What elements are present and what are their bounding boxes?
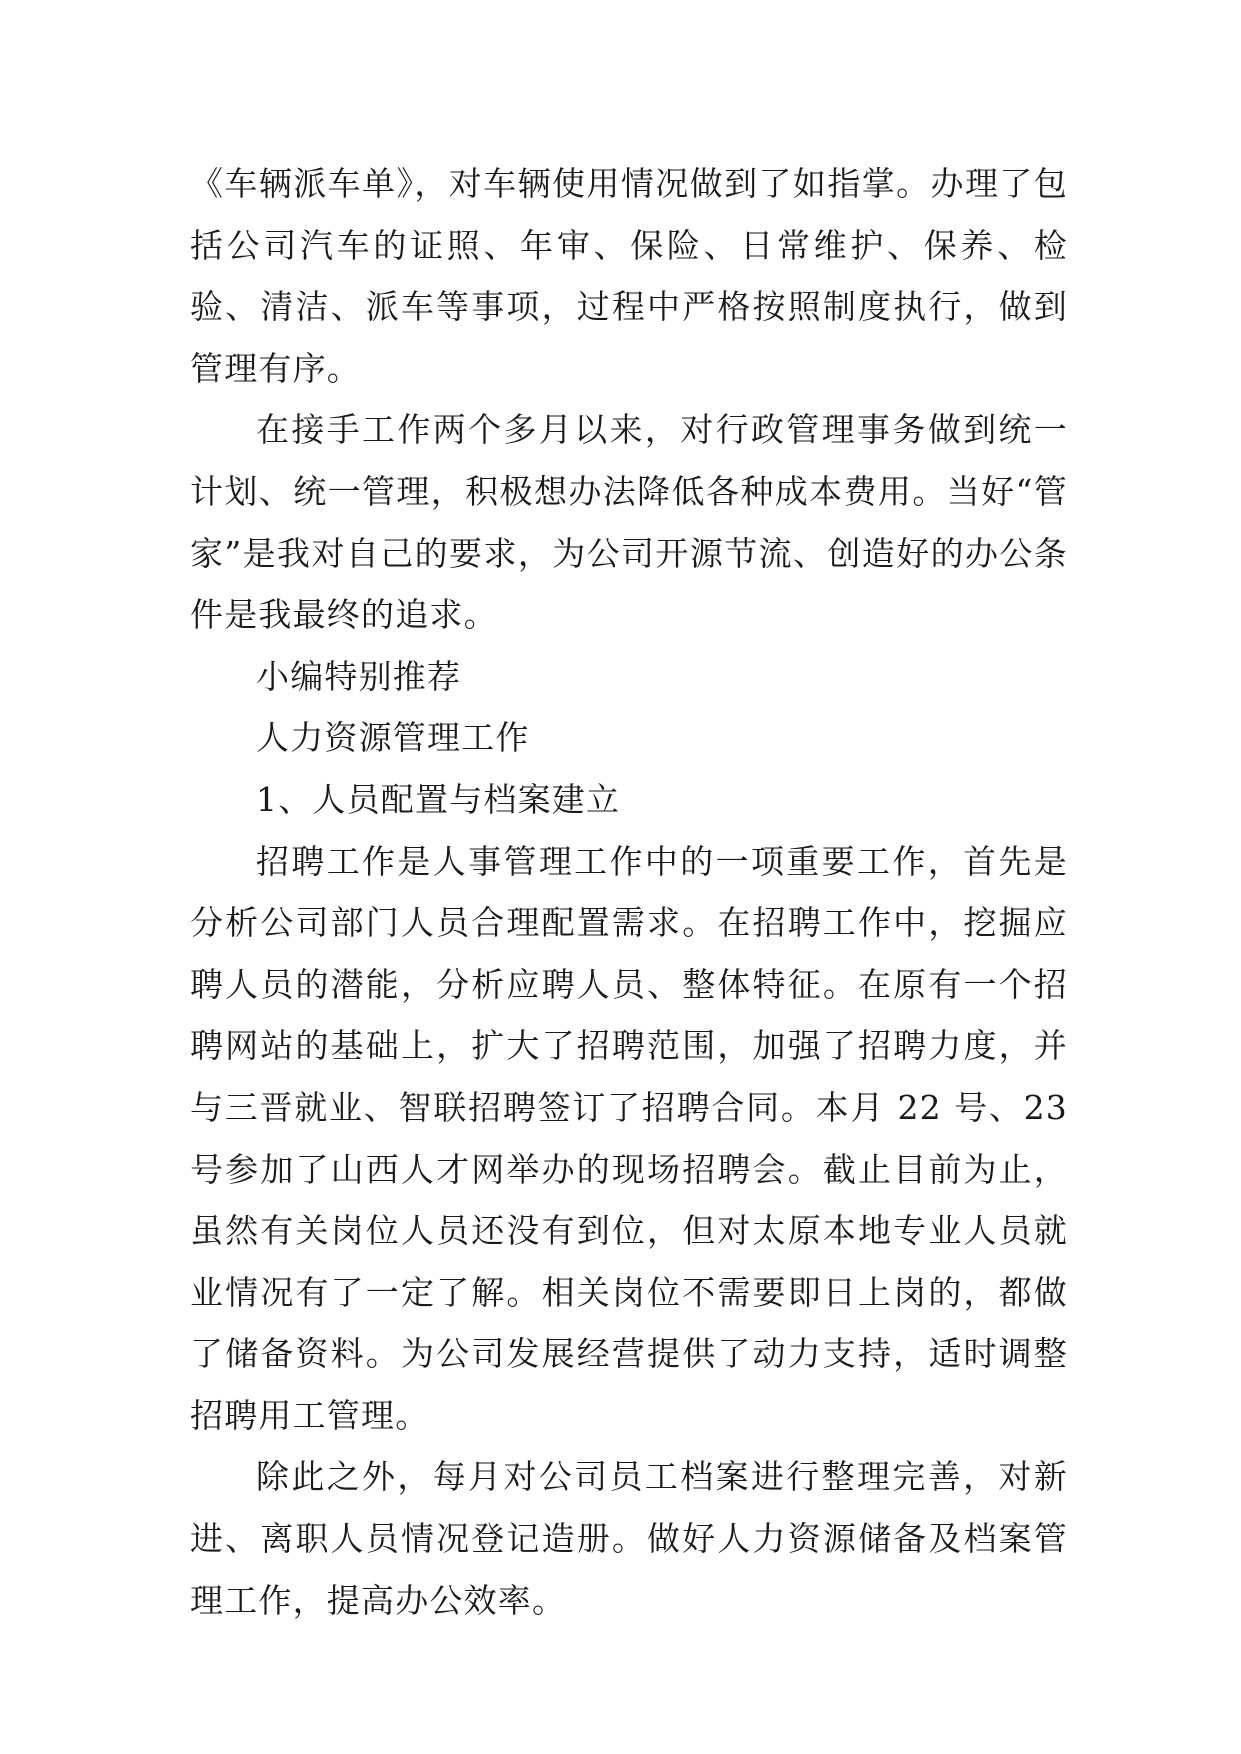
paragraph-recruitment: 招聘工作是人事管理工作中的一项重要工作，首先是分析公司部门人员合理配置需求。在招聘工作中，挖掘应聘人员的潜能，分析应聘人员、整体特征。在原有一个招聘网站的基础上，扩大了招聘范围，加强了招聘力度，并与三晋就业、智联招聘签订了招聘合同。本月 22 号、23 号参加了山西人才网举办的现场招聘会。截止目前为止，虽然有关岗位人员还没有到位，但对太原本地专业人员就业情况有了一定了解。相关岗位不需要即日上岗的，都做了储备资料。为公司发展经营提供了动力支持，适时调整招聘用工管理。 [190,841,1068,1435]
document-body [190,153,1068,1631]
paragraph-admin-summary: 在接手工作两个多月以来，对行政管理事务做到统一计划、统一管理，积极想办法降低各种成本费用。当好“管家”是我对自己的要求，为公司开源节流、创造好的办公条件是我最终的追求。 [190,410,1068,635]
paragraph-editor-recommend: 小编特别推荐 [256,656,462,696]
section-heading-hr: 人力资源管理工作 [256,718,530,758]
subheading-staffing-archives: 1、人员配置与档案建立 [256,779,621,819]
paragraph-vehicle-management: 《车辆派车单》，对车辆使用情况做到了如指掌。办理了包括公司汽车的证照、年审、保险、日常维护、保养、检验、清洁、派车等事项，过程中严格按照制度执行，做到管理有序。 [190,164,1068,388]
paragraph-archives: 除此之外，每月对公司员工档案进行整理完善，对新进、离职人员情况登记造册。做好人力资源储备及档案管理工作，提高办公效率。 [190,1457,1068,1620]
